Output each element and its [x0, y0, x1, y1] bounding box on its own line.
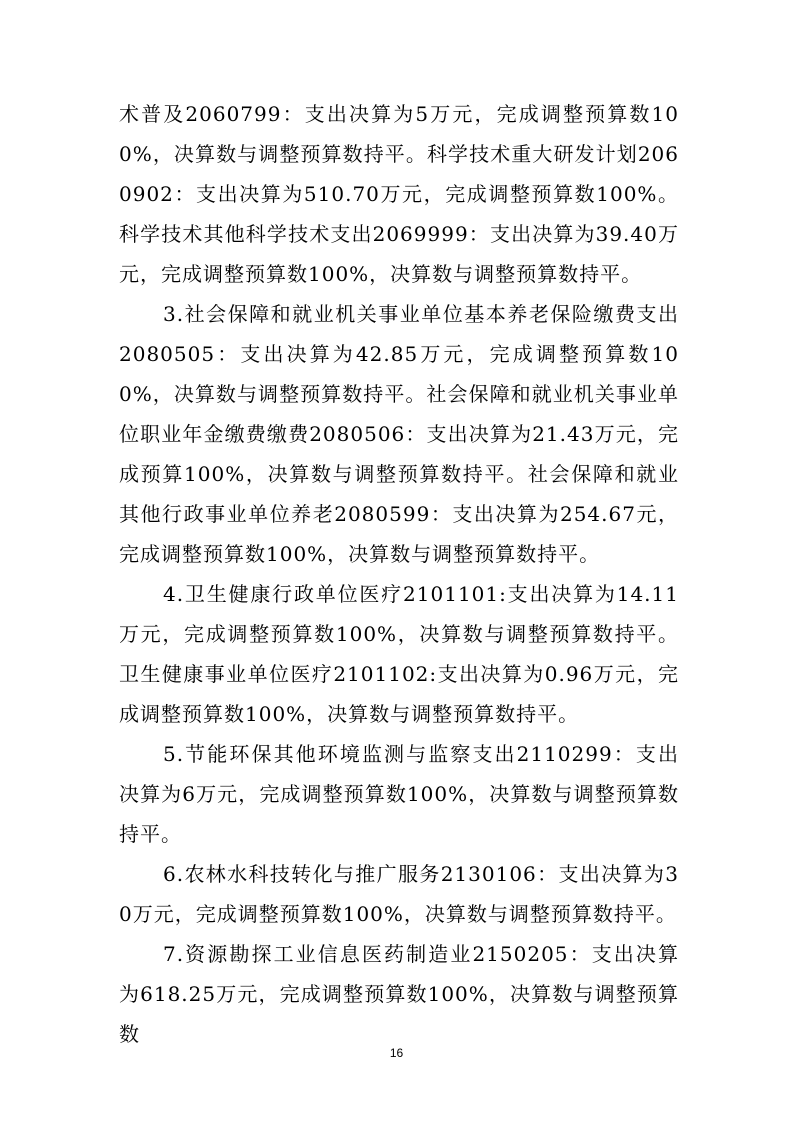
paragraph-item-3: 3.社会保障和就业机关事业单位基本养老保险缴费支出2080505：支出决算为42.85万元，完成调整预算数100%，决算数与调整预算数持平。社会保障和就业机关事业单位职业年金缴费缴费2080506：支出决算为21.43万元，完成预算100%，决算数与调整预算数持平。社会保障和就业其他行政事业单位养老2080599：支出决算为254.67元，完成调整预算数100%，决算数与调整预算数持平。 [119, 302, 679, 566]
document-body [119, 94, 679, 1054]
paragraph-item-6: 6.农林水科技转化与推广服务2130106：支出决算为30万元，完成调整预算数100%，决算数与调整预算数持平。 [119, 862, 679, 926]
page-number: 16 [389, 1046, 404, 1060]
paragraph-continuation: 术普及2060799：支出决算为5万元，完成调整预算数100%，决算数与调整预算数持平。科学技术重大研发计划2060902：支出决算为510.70万元，完成调整预算数100%。科学技术其他科学技术支出2069999：支出决算为39.40万元，完成调整预算数100%，决算数与调整预算数持平。 [119, 102, 679, 286]
paragraph-item-5: 5.节能环保其他环境监测与监察支出2110299：支出决算为6万元，完成调整预算数100%，决算数与调整预算数持平。 [119, 742, 679, 846]
paragraph-item-7: 7.资源勘探工业信息医药制造业2150205：支出决算为618.25万元，完成调整预算数100%，决算数与调整预算数 [119, 942, 679, 1046]
paragraph-item-4: 4.卫生健康行政单位医疗2101101:支出决算为14.11万元，完成调整预算数100%，决算数与调整预算数持平。卫生健康事业单位医疗2101102:支出决算为0.96万元，完成调整预算数100%，决算数与调整预算数持平。 [119, 582, 679, 726]
